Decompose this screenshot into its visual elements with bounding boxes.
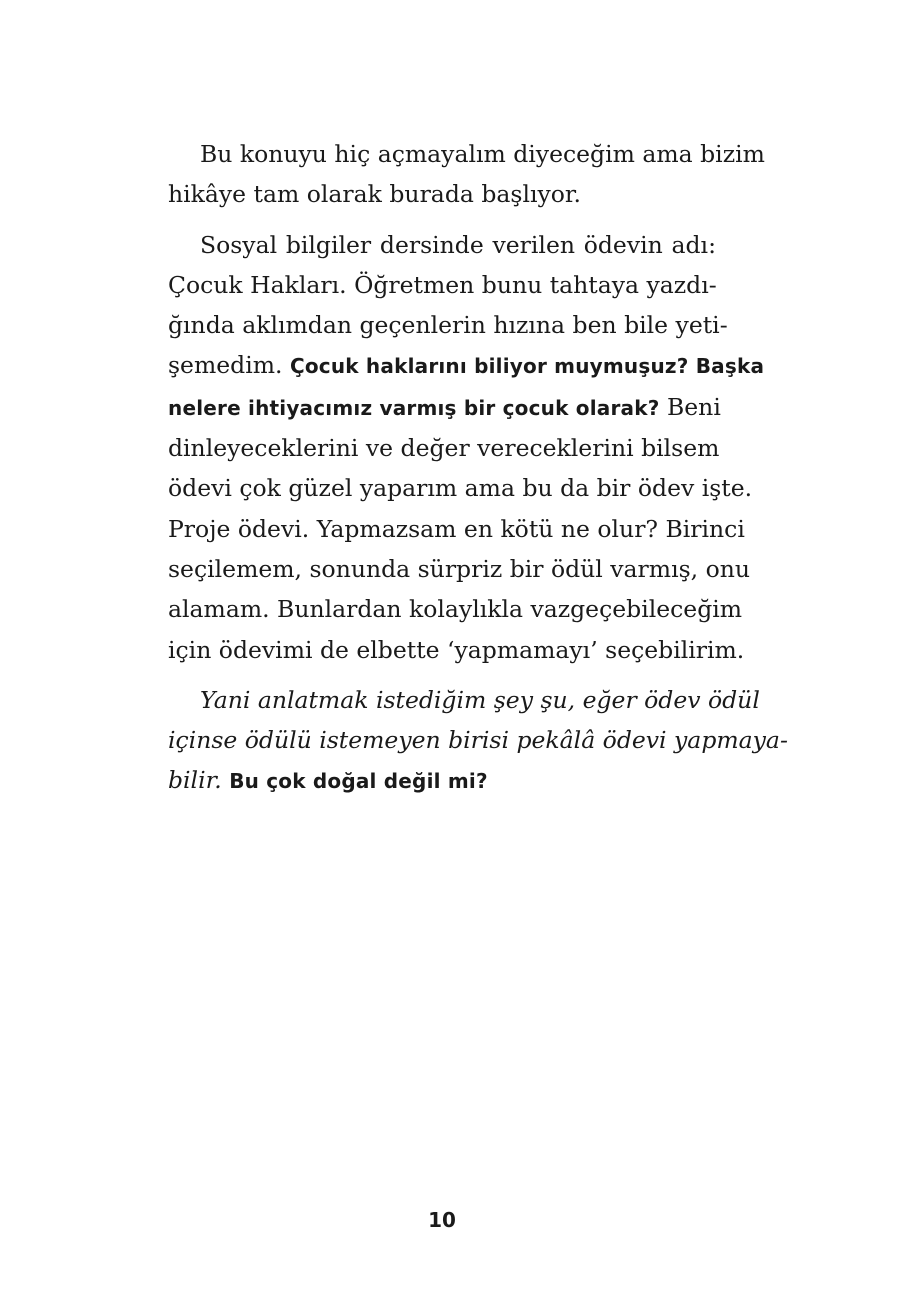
- text-line: [168, 305, 728, 345]
- body-text: Beni: [659, 392, 721, 421]
- handwritten-text: nelere ihtiyacımız varmış bir çocuk olarak?: [168, 395, 660, 420]
- text-line: [168, 134, 765, 174]
- text-line: [168, 549, 751, 589]
- page-number: 10: [428, 1208, 456, 1232]
- handwritten-text: Bu çok doğal değil mi?: [229, 769, 488, 794]
- body-text: Proje ödevi. Yapmazsam en kötü ne olur? Birinci: [168, 514, 745, 543]
- body-text: hikâye tam olarak burada başlıyor.: [168, 180, 582, 209]
- body-text: Sosyal bilgiler dersinde verilen ödevin adı:: [200, 230, 716, 259]
- body-text: ğında aklımdan geçenlerin hızına ben bile yeti-: [168, 311, 728, 340]
- text-line: [168, 387, 721, 428]
- text-line: [168, 468, 753, 508]
- text-line: [168, 630, 745, 670]
- body-text: alamam. Bunlardan kolaylıkla vazgeçebileceğim: [168, 595, 743, 624]
- text-line: [168, 428, 720, 468]
- text-line: [168, 345, 765, 386]
- text-line: [168, 225, 716, 265]
- text-line: [168, 174, 716, 214]
- body-text: dinleyeceklerini ve değer vereceklerini bilsem: [168, 434, 720, 463]
- text-line: [168, 265, 716, 305]
- paragraph-3: [168, 680, 788, 802]
- text-line: [168, 680, 760, 720]
- text-line: [168, 760, 716, 801]
- body-text: şemedim.: [168, 351, 290, 380]
- text-line: [168, 720, 788, 760]
- handwritten-text: Çocuk haklarını biliyor muymuşuz? Başka: [289, 354, 765, 379]
- text-line: [168, 589, 743, 629]
- text-line: [168, 509, 745, 549]
- body-text: bilir.: [168, 766, 230, 795]
- body-text: için ödevimi de elbette ‘yapmamayı’ seçebilirim.: [168, 635, 745, 664]
- body-text: içinse ödülü istemeyen birisi pekâlâ ödevi yapmaya-: [168, 726, 788, 755]
- body-text: Çocuk Hakları. Öğretmen bunu tahtaya yazdı-: [168, 270, 717, 299]
- paragraph-1: [168, 134, 765, 215]
- page-body: [168, 134, 788, 802]
- paragraph-2: [168, 225, 765, 670]
- body-text: seçilemem, sonunda sürpriz bir ödül varmış, onu: [168, 554, 751, 583]
- body-text: ödevi çok güzel yaparım ama bu da bir ödev işte.: [168, 474, 753, 503]
- body-text: Yani anlatmak istediğim şey şu, eğer ödev ödül: [200, 685, 760, 714]
- body-text: Bu konuyu hiç açmayalım diyeceğim ama bizim: [200, 140, 765, 168]
